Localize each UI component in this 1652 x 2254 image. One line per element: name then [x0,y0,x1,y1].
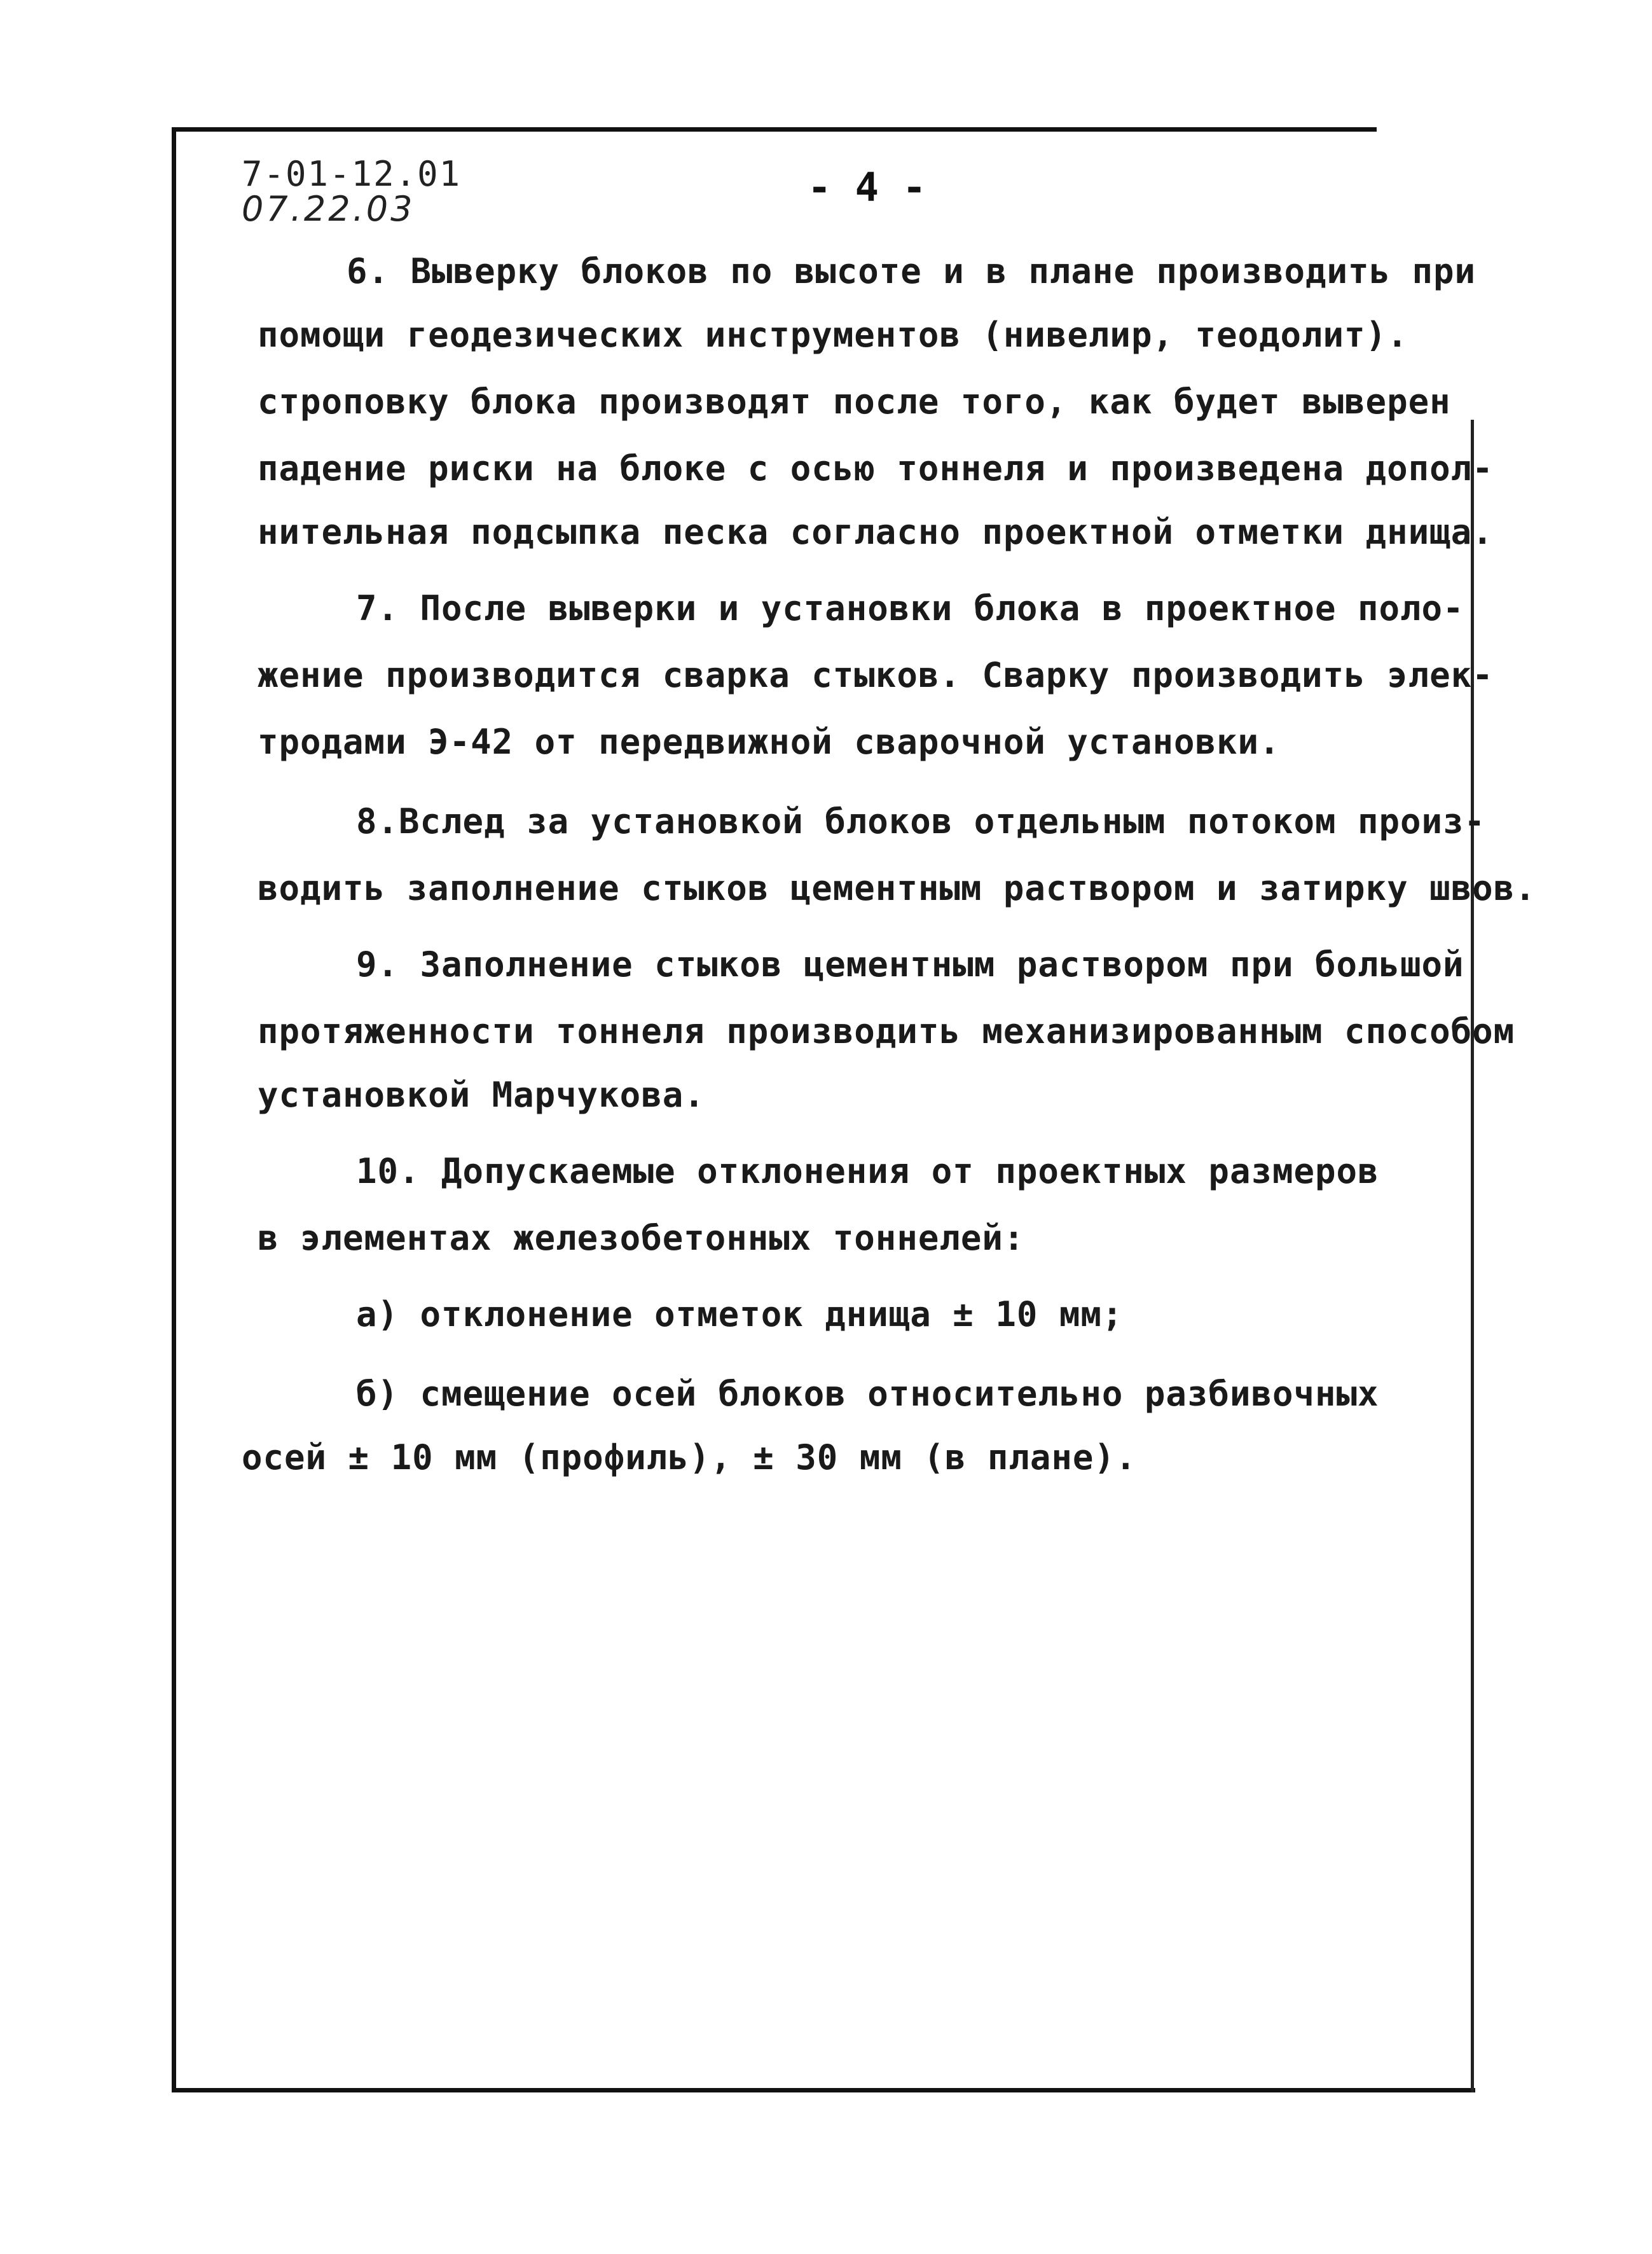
paragraph-8-line-2: водить заполнение стыков цементным раствором и затирку швов. [258,868,1536,908]
paragraph-6-line-5: нительная подсыпка песка согласно проектной отметки днища. [258,512,1494,552]
tolerance-item-b-line-2: осей ± 10 мм (профиль), ± 30 мм (в плане). [242,1437,1137,1477]
paragraph-7-line-2: жение производится сварка стыков. Сварку производить элек- [258,655,1494,695]
paragraph-9-line-3: установкой Марчукова. [258,1075,705,1115]
document-code: 7-01-12.01 [242,154,462,194]
paragraph-8-line-1: 8.Вслед за установкой блоков отдельным потоком произ- [356,801,1486,841]
paragraph-9-line-2: протяженности тоннеля производить механизированным способом [258,1011,1515,1051]
paragraph-7-line-3: тродами Э-42 от передвижной сварочной установки. [258,722,1281,762]
paragraph-6-line-4: падение риски на блоке с осью тоннеля и произведена допол- [258,448,1494,488]
paragraph-9-line-1: 9. Заполнение стыков цементным раствором при большой [356,944,1464,985]
tolerance-item-b-line-1: б) смещение осей блоков относительно разбивочных [356,1374,1379,1414]
document-code-handwritten: 07.22.03 [242,189,415,229]
paragraph-7-line-1: 7. После выверки и установки блока в проектное поло- [356,588,1464,628]
paragraph-6-line-1: 6. Выверку блоков по высоте и в плане производить при [347,251,1476,291]
paragraph-6-line-2: помощи геодезических инструментов (нивелир, теодолит). [258,315,1408,355]
paragraph-10-line-1: 10. Допускаемые отклонения от проектных размеров [356,1151,1379,1191]
paragraph-10-line-2: в элементах железобетонных тоннелей: [258,1218,1025,1258]
page-number: - 4 - [808,164,926,211]
paragraph-6-line-3: строповку блока производят после того, как будет выверен [258,382,1451,422]
tolerance-item-a: а) отклонение отметок днища ± 10 мм; [356,1294,1124,1334]
